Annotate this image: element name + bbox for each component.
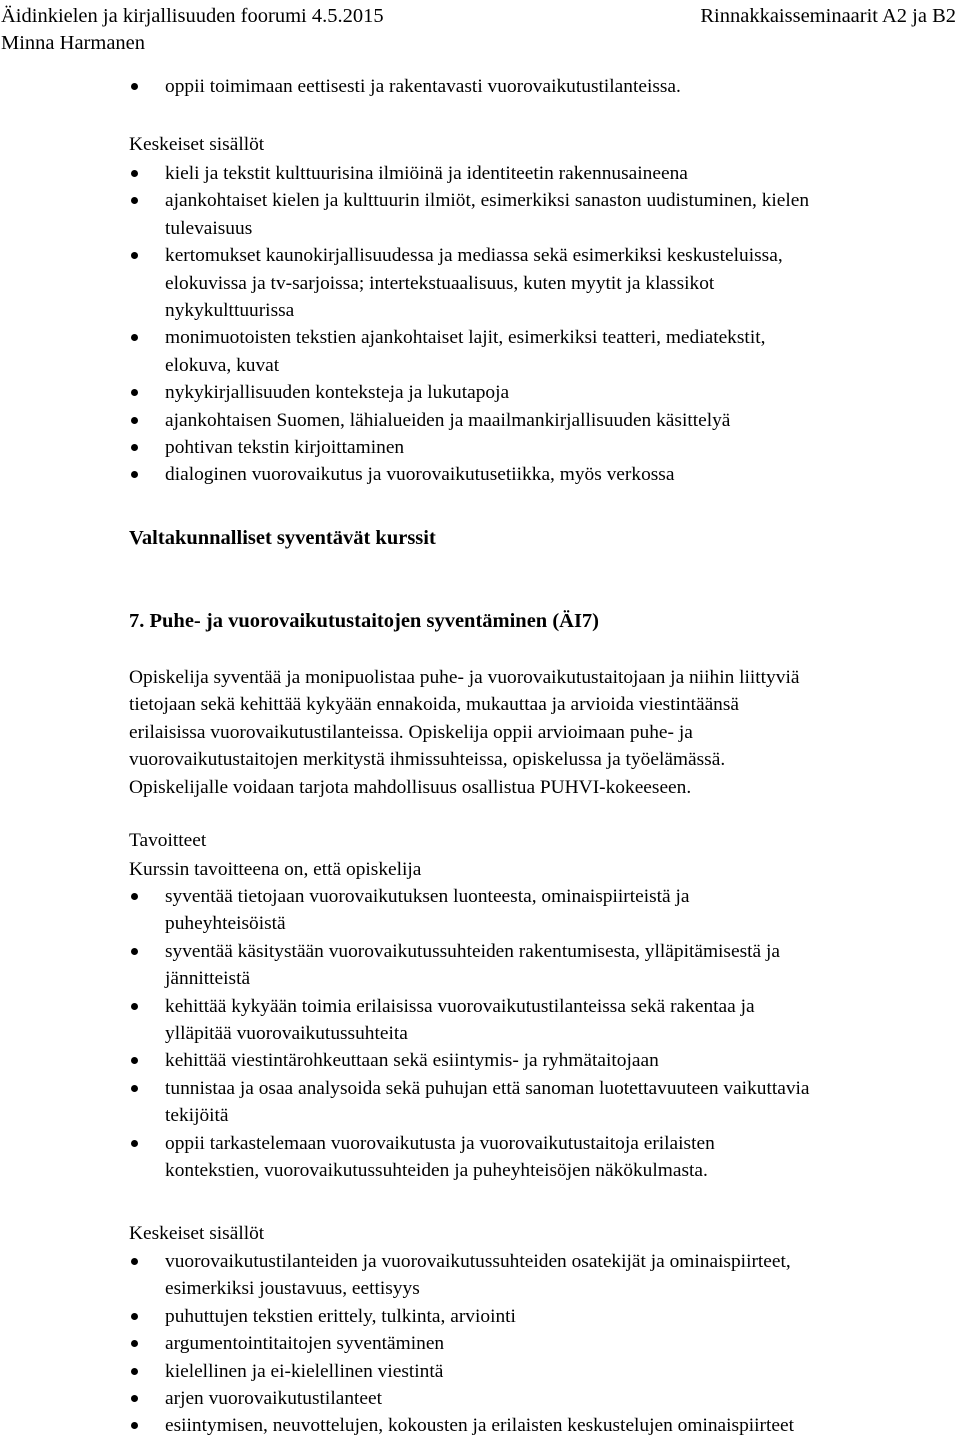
list-item: kieli ja tekstit kulttuurisina ilmiöinä ja identiteetin rakennusaineena (165, 163, 688, 184)
header-left-line1: Äidinkielen ja kirjallisuuden foorumi 4.5.2015 (1, 5, 384, 27)
bullet-icon (131, 471, 138, 478)
list-item: nykykulttuurissa (165, 300, 295, 321)
header-right: Rinnakkaisseminaarit A2 ja B2 (700, 5, 956, 27)
bullet-icon (131, 1368, 138, 1375)
list-item: puhuttujen tekstien erittely, tulkinta, arviointi (165, 1305, 516, 1327)
paragraph-line: erilaisissa vuorovaikutustilanteissa. Opiskelija oppii arvioimaan puhe- ja (129, 721, 693, 743)
list-item: kielellinen ja ei-kielellinen viestintä (165, 1360, 444, 1382)
bullet-icon (131, 417, 138, 424)
list-item: tekijöitä (165, 1105, 229, 1127)
course-title: 7. Puhe- ja vuorovaikutustaitojen syventäminen (ÄI7) (129, 610, 599, 632)
bullet-icon (131, 1258, 138, 1265)
list-item: nykykirjallisuuden konteksteja ja lukutapoja (165, 382, 510, 404)
bullet-icon (131, 1140, 138, 1147)
bullet-icon (131, 83, 138, 90)
list-item: jännitteistä (165, 968, 251, 990)
list-item: arjen vuorovaikutustilanteet (165, 1388, 382, 1409)
paragraph-line: Opiskelijalle voidaan tarjota mahdollisuus osallistua PUHVI-kokeeseen. (129, 776, 692, 798)
section-heading: Tavoitteet (129, 830, 207, 851)
list-item: elokuva, kuvat (165, 354, 280, 376)
bullet-icon (131, 197, 138, 204)
bullet-icon (131, 170, 138, 177)
list-item: kehittää kykyään toimia erilaisissa vuorovaikutustilanteissa sekä rakentaa ja (165, 995, 755, 1017)
paragraph-line: Opiskelija syventää ja monipuolistaa puhe- ja vuorovaikutustaitojaan ja niihin liittyviä (129, 667, 800, 688)
list-item: oppii toimimaan eettisesti ja rakentavasti vuorovaikutustilanteissa. (165, 76, 681, 97)
list-item: kontekstien, vuorovaikutussuhteiden ja puheyhteisöjen näkökulmasta. (165, 1160, 708, 1181)
list-item: kertomukset kaunokirjallisuudessa ja mediassa sekä esimerkiksi keskusteluissa, (165, 245, 783, 267)
bullet-icon (131, 334, 138, 341)
list-item: syventää tietojaan vuorovaikutuksen luonteesta, ominaispiirteistä ja (165, 886, 690, 907)
list-item: pohtivan tekstin kirjoittaminen (165, 437, 405, 458)
section-heading: Keskeiset sisällöt (129, 134, 265, 155)
header-left-line2: Minna Harmanen (1, 32, 146, 54)
list-item: esimerkiksi joustavuus, eettisyys (165, 1278, 420, 1300)
bullet-icon (131, 1313, 138, 1320)
list-item: ylläpitää vuorovaikutussuhteita (165, 1023, 408, 1044)
intro-text: Kurssin tavoitteena on, että opiskelija (129, 859, 422, 880)
list-item: tulevaisuus (165, 217, 253, 239)
section-heading: Keskeiset sisällöt (129, 1223, 265, 1244)
list-item: elokuvissa ja tv-sarjoissa; intertekstuaalisuus, kuten myytit ja klassikot (165, 272, 715, 294)
list-item: puheyhteisöistä (165, 913, 286, 935)
list-item: syventää käsitystään vuorovaikutussuhteiden rakentumisesta, ylläpitämisestä ja (165, 940, 780, 962)
bullet-icon (131, 252, 138, 259)
bullet-icon (131, 1085, 138, 1092)
paragraph-line: vuorovaikutustaitojen merkitystä ihmissuhteissa, opiskelussa ja työelämässä. (129, 749, 726, 771)
paragraph-line: tietojaan sekä kehittää kykyään ennakoida, mukauttaa ja arvioida viestintäänsä (129, 694, 740, 716)
list-item: kehittää viestintärohkeuttaan sekä esiintymis- ja ryhmätaitojaan (165, 1050, 659, 1072)
list-item: vuorovaikutustilanteiden ja vuorovaikutussuhteiden osatekijät ja ominaispiirteet, (165, 1251, 791, 1272)
bullet-icon (131, 1340, 138, 1347)
bullet-icon (131, 1003, 138, 1010)
list-item: ajankohtaiset kielen ja kulttuurin ilmiöt, esimerkiksi sanaston uudistuminen, kielen (165, 190, 810, 212)
list-item: ajankohtaisen Suomen, lähialueiden ja maailmankirjallisuuden käsittelyä (165, 409, 731, 431)
bullet-icon (131, 444, 138, 451)
list-item: monimuotoisten tekstien ajankohtaiset lajit, esimerkiksi teatteri, mediatekstit, (165, 327, 766, 349)
bullet-icon (131, 389, 138, 396)
bullet-icon (131, 948, 138, 955)
list-item: esiintymisen, neuvottelujen, kokousten ja erilaisten keskustelujen ominaispiirteet (165, 1415, 794, 1437)
list-item: dialoginen vuorovaikutus ja vuorovaikutusetiikka, myös verkossa (165, 464, 675, 486)
bullet-icon (131, 1422, 138, 1429)
bullet-icon (131, 1057, 138, 1064)
list-item: argumentointitaitojen syventäminen (165, 1333, 445, 1355)
bullet-icon (131, 893, 138, 900)
bullet-icon (131, 1395, 138, 1402)
list-item: tunnistaa ja osaa analysoida sekä puhujan että sanoman luotettavuuteen vaikuttavia (165, 1077, 810, 1099)
list-item: oppii tarkastelemaan vuorovaikutusta ja vuorovaikutustaitoja erilaisten (165, 1132, 715, 1154)
section-title: Valtakunnalliset syventävät kurssit (129, 527, 436, 549)
